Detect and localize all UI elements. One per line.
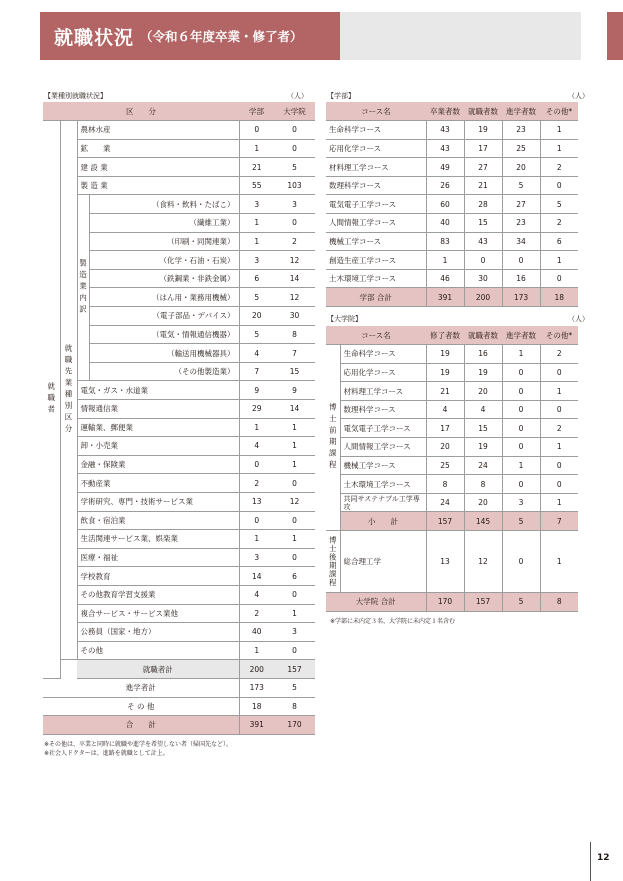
undergrad-course-row <box>326 158 578 177</box>
course-name: 機械工学コース <box>340 456 426 475</box>
grad-count: 3 <box>274 623 315 642</box>
count-cell: 8 <box>464 475 502 494</box>
master-course-row <box>326 438 578 457</box>
grad-table <box>326 326 578 612</box>
count-cell: 19 <box>464 121 502 140</box>
count-cell: 60 <box>426 195 464 214</box>
undergrad-col-header: コース名 <box>326 102 426 121</box>
industry-row <box>43 158 315 177</box>
undergrad-count: 13 <box>239 492 274 511</box>
doctor-course-row <box>326 531 578 593</box>
count-cell: 145 <box>464 512 502 531</box>
industry-row <box>43 400 315 419</box>
master-course-row <box>326 493 578 512</box>
grad-count: 0 <box>274 139 315 158</box>
count-cell: 157 <box>426 512 464 531</box>
grad-count: 8 <box>274 325 315 344</box>
employed-total-label: 就職者計 <box>77 660 239 679</box>
undergrad-count: 4 <box>239 344 274 363</box>
manufacturing-vertical-label: 製造業内訳 <box>77 195 89 381</box>
count-cell: 1 <box>426 251 464 270</box>
master-course-row <box>326 345 578 364</box>
count-cell: 1 <box>540 438 578 457</box>
course-name: 生命科学コース <box>340 345 426 364</box>
industry-row <box>43 176 315 195</box>
industry-row <box>43 567 315 586</box>
count-cell: 25 <box>426 456 464 475</box>
other-row-label: そ の 他 <box>43 697 239 716</box>
count-cell: 19 <box>464 363 502 382</box>
undergrad-count: 1 <box>239 418 274 437</box>
count-cell: 0 <box>502 531 540 593</box>
grad-count: 7 <box>274 344 315 363</box>
count-cell: 20 <box>426 438 464 457</box>
master-course-row <box>326 382 578 401</box>
count-cell: 12 <box>464 531 502 593</box>
industry-row <box>43 455 315 474</box>
grad-count: 0 <box>274 214 315 233</box>
manufacturing-label: （電子部品・デバイス） <box>89 307 239 326</box>
grad-count: 0 <box>274 548 315 567</box>
count-cell: 43 <box>426 139 464 158</box>
count-cell: 0 <box>540 456 578 475</box>
manufacturing-label: （電気・情報通信機器） <box>89 325 239 344</box>
further-study-row-label: 進学者計 <box>43 678 239 697</box>
count-cell: 24 <box>464 456 502 475</box>
count-cell: 0 <box>540 269 578 288</box>
count-cell: 20 <box>464 493 502 512</box>
grad-count: 12 <box>274 288 315 307</box>
industry-label: 学術研究、専門・技術サービス業 <box>77 492 239 511</box>
count-cell: 1 <box>540 382 578 401</box>
count-cell: 4 <box>464 400 502 419</box>
industry-table <box>43 102 315 735</box>
count-cell: 18 <box>540 288 578 307</box>
count-cell: 16 <box>464 345 502 364</box>
master-subtotal-row <box>326 512 578 531</box>
grad-count: 1 <box>274 437 315 456</box>
course-name: 総合理工学 <box>340 531 426 593</box>
further-study-row <box>43 678 315 697</box>
industry-label: 医療・福祉 <box>77 548 239 567</box>
grad-count: 0 <box>274 641 315 660</box>
industry-row <box>43 437 315 456</box>
count-cell: 1 <box>540 121 578 140</box>
grad-count: 12 <box>274 492 315 511</box>
grad-count: 0 <box>274 585 315 604</box>
undergrad-course-row <box>326 251 578 270</box>
grad-col-header: 就職者数 <box>464 326 502 345</box>
col-category: 区 分 <box>43 102 239 121</box>
grad-unit: （人） <box>568 315 589 323</box>
manufacturing-label: （輸送用機械器具） <box>89 344 239 363</box>
count-cell: 1 <box>540 251 578 270</box>
manufacturing-label: （印刷・同関連業） <box>89 232 239 251</box>
count-cell: 6 <box>540 232 578 251</box>
undergrad-course-row <box>326 121 578 140</box>
undergrad-count: 20 <box>239 307 274 326</box>
other-row <box>43 697 315 716</box>
undergrad-col-header: 卒業者数 <box>426 102 464 121</box>
undergrad-count: 1 <box>239 641 274 660</box>
undergrad-count: 5 <box>239 288 274 307</box>
course-name: 数理科学コース <box>340 400 426 419</box>
industry-label: 鉱 業 <box>77 139 239 158</box>
count-cell: 1 <box>540 531 578 593</box>
grad-count: 6 <box>274 567 315 586</box>
course-name: 土木環境工学コース <box>326 269 426 288</box>
count-cell: 23 <box>502 214 540 233</box>
course-name: 人間情報工学コース <box>326 214 426 233</box>
industry-row <box>43 418 315 437</box>
undergrad-count: 3 <box>239 195 274 214</box>
count-cell: 391 <box>426 288 464 307</box>
grad-count: 0 <box>274 474 315 493</box>
grad-count: 103 <box>274 176 315 195</box>
grad-caption: 【大学院】 <box>327 315 362 323</box>
industry-row <box>43 381 315 400</box>
undergrad-course-row <box>326 269 578 288</box>
page-subtitle: （令和６年度卒業・修了者） <box>140 29 303 44</box>
industry-label: 電気・ガス・水道業 <box>77 381 239 400</box>
manufacturing-label: （鉄鋼業・非鉄金属） <box>89 269 239 288</box>
grad-col-header: 進学者数 <box>502 326 540 345</box>
industry-notes <box>44 740 232 758</box>
course-name: 材料理工学コース <box>326 158 426 177</box>
count-cell: 30 <box>464 269 502 288</box>
undergrad-count: 5 <box>239 325 274 344</box>
industry-label: 卸・小売業 <box>77 437 239 456</box>
grad-count: 0 <box>274 511 315 530</box>
grad-count: 12 <box>274 251 315 270</box>
undergrad-count: 6 <box>239 269 274 288</box>
industry-row <box>43 511 315 530</box>
industry-label: 複合サービス・サービス業他 <box>77 604 239 623</box>
master-course-row <box>326 400 578 419</box>
undergrad-count: 4 <box>239 585 274 604</box>
page-number-divider <box>590 842 591 881</box>
industry-row <box>43 548 315 567</box>
count-cell: 40 <box>426 214 464 233</box>
undergrad-count: 55 <box>239 176 274 195</box>
grad-col-header: その他* <box>540 326 578 345</box>
undergrad-count: 2 <box>239 474 274 493</box>
count-cell: 1 <box>540 139 578 158</box>
grad-count: 5 <box>274 158 315 177</box>
count-cell: 0 <box>540 176 578 195</box>
count-cell: 1 <box>502 345 540 364</box>
count-cell: 15 <box>464 214 502 233</box>
grad-count: 1 <box>274 455 315 474</box>
master-course-row <box>326 419 578 438</box>
count-cell: 16 <box>502 269 540 288</box>
count-cell: 27 <box>502 195 540 214</box>
count-cell: 0 <box>540 400 578 419</box>
grand-total-row-label: 合 計 <box>43 716 239 735</box>
count-cell: 43 <box>426 121 464 140</box>
industry-row <box>43 641 315 660</box>
count-cell: 19 <box>426 363 464 382</box>
total-label: 学部 合計 <box>326 288 426 307</box>
count-cell: 28 <box>464 195 502 214</box>
undergrad-count: 0 <box>239 511 274 530</box>
count-cell: 19 <box>426 345 464 364</box>
industry-label: その他教育学習支援業 <box>77 585 239 604</box>
count-cell: 0 <box>540 475 578 494</box>
industry-label: 情報通信業 <box>77 400 239 419</box>
count-cell: 21 <box>464 176 502 195</box>
count-cell: 5 <box>540 195 578 214</box>
count-cell: 0 <box>502 400 540 419</box>
count-cell: 5 <box>502 593 540 612</box>
count-cell: 0 <box>502 438 540 457</box>
industry-row <box>43 121 315 140</box>
spacer <box>60 660 77 679</box>
undergrad-count: 0 <box>239 455 274 474</box>
industry-row <box>43 623 315 642</box>
doctor-vertical-label: 博士後期課程 <box>326 531 340 593</box>
count-cell: 170 <box>426 593 464 612</box>
industry-caption: 【業種別就職状況】 <box>44 92 107 100</box>
count-cell: 23 <box>502 121 540 140</box>
employed-vertical-label: 就職者 <box>43 121 60 679</box>
industry-unit: （人） <box>287 92 308 100</box>
manufacturing-label: （化学・石油・石炭） <box>89 251 239 270</box>
count-cell: 173 <box>502 288 540 307</box>
undergrad-col-header: その他* <box>540 102 578 121</box>
industry-vertical-label: 就職先業種別区分 <box>60 121 77 660</box>
count-cell: 2 <box>540 214 578 233</box>
count-cell: 0 <box>540 363 578 382</box>
note-doctor: ※社会人ドクターは、進路を就職として計上。 <box>44 750 169 757</box>
grad-count: 1 <box>274 604 315 623</box>
undergrad-count: 0 <box>239 121 274 140</box>
undergrad-count: 14 <box>239 567 274 586</box>
undergrad-count: 1 <box>239 139 274 158</box>
note-other: ※その他は、卒業と同時に就職や進学を希望しない者（帰国先など）。 <box>44 741 233 748</box>
undergrad-count: 1 <box>239 232 274 251</box>
count-cell: 21 <box>426 382 464 401</box>
undergrad-count: 9 <box>239 381 274 400</box>
course-name: 土木環境工学コース <box>340 475 426 494</box>
industry-label: 公務員（国家・地方） <box>77 623 239 642</box>
undergrad-count: 4 <box>239 437 274 456</box>
grad-count: 8 <box>274 697 315 716</box>
page-number: 12 <box>597 853 610 863</box>
total-label: 大学院 合計 <box>326 593 426 612</box>
grad-count: 157 <box>274 660 315 679</box>
count-cell: 0 <box>502 419 540 438</box>
count-cell: 20 <box>464 382 502 401</box>
grad-count: 0 <box>274 121 315 140</box>
course-name: 数理科学コース <box>326 176 426 195</box>
count-cell: 17 <box>464 139 502 158</box>
manufacturing-label: （食料・飲料・たばこ） <box>89 195 239 214</box>
grad-count: 14 <box>274 269 315 288</box>
undergrad-count: 200 <box>239 660 274 679</box>
page-title-block <box>40 12 340 60</box>
count-cell: 83 <box>426 232 464 251</box>
manufacturing-breakdown-row <box>43 195 315 214</box>
count-cell: 13 <box>426 531 464 593</box>
count-cell: 0 <box>502 475 540 494</box>
undergrad-course-row <box>326 139 578 158</box>
grad-count: 3 <box>274 195 315 214</box>
grad-count: 30 <box>274 307 315 326</box>
undergrad-count: 40 <box>239 623 274 642</box>
manufacturing-label: （はん用・業務用機械） <box>89 288 239 307</box>
undergrad-total-row <box>326 288 578 307</box>
col-grad: 大学院 <box>274 102 315 121</box>
count-cell: 2 <box>540 419 578 438</box>
count-cell: 0 <box>464 251 502 270</box>
course-name: 電気電子工学コース <box>340 419 426 438</box>
manufacturing-label: （その他製造業） <box>89 362 239 381</box>
undergrad-table <box>326 102 578 307</box>
count-cell: 157 <box>464 593 502 612</box>
count-cell: 26 <box>426 176 464 195</box>
industry-row <box>43 139 315 158</box>
course-name: 人間情報工学コース <box>340 438 426 457</box>
industry-label: 不動産業 <box>77 474 239 493</box>
employed-total-row <box>43 660 315 679</box>
industry-label: 飲食・宿泊業 <box>77 511 239 530</box>
count-cell: 15 <box>464 419 502 438</box>
grad-note: ※学部に未内定３名、大学院に未内定１名含む <box>330 618 456 625</box>
undergrad-course-row <box>326 232 578 251</box>
grad-count: 2 <box>274 232 315 251</box>
grad-total-row <box>326 593 578 612</box>
industry-label: 運輸業、郵便業 <box>77 418 239 437</box>
industry-row <box>43 585 315 604</box>
industry-label: 生活関連サービス業、娯楽業 <box>77 530 239 549</box>
grad-count: 1 <box>274 418 315 437</box>
course-name: 機械工学コース <box>326 232 426 251</box>
count-cell: 8 <box>426 475 464 494</box>
course-name: 創造生産工学コース <box>326 251 426 270</box>
page-title: 就職状況 <box>54 26 135 49</box>
count-cell: 24 <box>426 493 464 512</box>
industry-row <box>43 530 315 549</box>
manufacturing-label: （繊維工業） <box>89 214 239 233</box>
count-cell: 25 <box>502 139 540 158</box>
course-name: 応用化学コース <box>326 139 426 158</box>
grad-count: 5 <box>274 678 315 697</box>
count-cell: 0 <box>502 382 540 401</box>
undergrad-count: 29 <box>239 400 274 419</box>
count-cell: 49 <box>426 158 464 177</box>
undergrad-count: 1 <box>239 214 274 233</box>
grad-count: 14 <box>274 400 315 419</box>
course-name: 応用化学コース <box>340 363 426 382</box>
industry-label: 農林水産 <box>77 121 239 140</box>
count-cell: 8 <box>540 593 578 612</box>
count-cell: 17 <box>426 419 464 438</box>
industry-row <box>43 604 315 623</box>
count-cell: 4 <box>426 400 464 419</box>
master-course-row <box>326 475 578 494</box>
undergrad-count: 18 <box>239 697 274 716</box>
count-cell: 34 <box>502 232 540 251</box>
undergrad-count: 173 <box>239 678 274 697</box>
course-name: 電気電子工学コース <box>326 195 426 214</box>
count-cell: 0 <box>502 251 540 270</box>
grad-col-header: 修了者数 <box>426 326 464 345</box>
undergrad-course-row <box>326 214 578 233</box>
grand-total-row <box>43 716 315 735</box>
grad-count: 1 <box>274 530 315 549</box>
count-cell: 2 <box>540 158 578 177</box>
undergrad-count: 3 <box>239 251 274 270</box>
grad-count: 170 <box>274 716 315 735</box>
count-cell: 20 <box>502 158 540 177</box>
industry-row <box>43 474 315 493</box>
count-cell: 5 <box>502 176 540 195</box>
industry-label: その他 <box>77 641 239 660</box>
count-cell: 7 <box>540 512 578 531</box>
count-cell: 3 <box>502 493 540 512</box>
undergrad-count: 3 <box>239 548 274 567</box>
grad-count: 15 <box>274 362 315 381</box>
count-cell: 0 <box>502 363 540 382</box>
undergrad-course-row <box>326 176 578 195</box>
count-cell: 19 <box>464 438 502 457</box>
grad-col-header: コース名 <box>326 326 426 345</box>
subtotal-label: 小 計 <box>340 512 426 531</box>
undergrad-caption: 【学部】 <box>327 92 355 100</box>
count-cell: 200 <box>464 288 502 307</box>
col-undergrad: 学部 <box>239 102 274 121</box>
industry-label: 学校教育 <box>77 567 239 586</box>
industry-label: 製 造 業 <box>77 176 239 195</box>
master-vertical-label: 博士前期課程 <box>326 345 340 531</box>
master-course-row <box>326 363 578 382</box>
master-course-row <box>326 456 578 475</box>
undergrad-col-header: 就職者数 <box>464 102 502 121</box>
count-cell: 27 <box>464 158 502 177</box>
side-tab <box>607 12 623 60</box>
undergrad-count: 7 <box>239 362 274 381</box>
industry-label: 金融・保険業 <box>77 455 239 474</box>
industry-label: 建 設 業 <box>77 158 239 177</box>
undergrad-count: 1 <box>239 530 274 549</box>
undergrad-col-header: 進学者数 <box>502 102 540 121</box>
course-name: 生命科学コース <box>326 121 426 140</box>
count-cell: 5 <box>502 512 540 531</box>
undergrad-course-row <box>326 195 578 214</box>
undergrad-count: 391 <box>239 716 274 735</box>
count-cell: 1 <box>502 456 540 475</box>
undergrad-unit: （人） <box>568 92 589 100</box>
grad-count: 9 <box>274 381 315 400</box>
count-cell: 2 <box>540 345 578 364</box>
course-name: 共同サステナブル工学専攻 <box>340 493 426 512</box>
undergrad-count: 2 <box>239 604 274 623</box>
undergrad-count: 21 <box>239 158 274 177</box>
course-name: 材料理工学コース <box>340 382 426 401</box>
count-cell: 43 <box>464 232 502 251</box>
industry-row <box>43 492 315 511</box>
count-cell: 1 <box>540 493 578 512</box>
count-cell: 46 <box>426 269 464 288</box>
